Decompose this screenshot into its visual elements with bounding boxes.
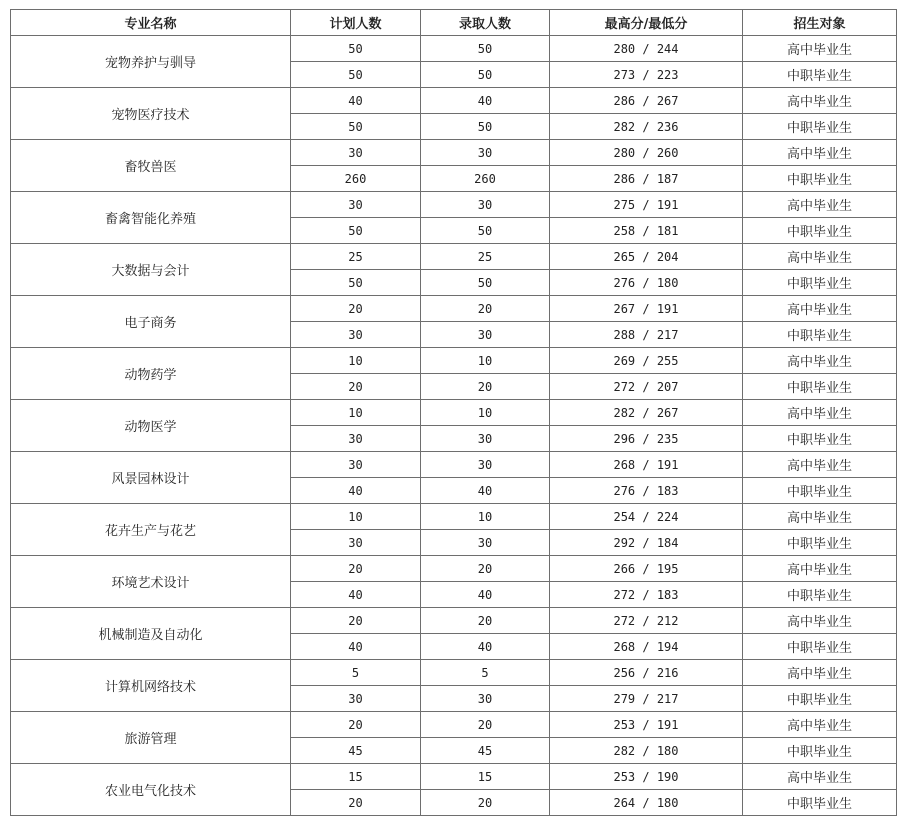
major-name-cell: 旅游管理 — [11, 712, 291, 764]
target-cell: 中职毕业生 — [743, 634, 897, 660]
table-row — [11, 348, 897, 374]
target-cell: 高中毕业生 — [743, 36, 897, 62]
plan-count-cell: 20 — [291, 790, 421, 816]
target-cell: 高中毕业生 — [743, 712, 897, 738]
plan-count-cell: 45 — [291, 738, 421, 764]
major-name-cell: 花卉生产与花艺 — [11, 504, 291, 556]
admit-count-cell: 20 — [421, 790, 550, 816]
major-name-cell: 风景园林设计 — [11, 452, 291, 504]
plan-count-cell: 30 — [291, 452, 421, 478]
major-name-cell: 电子商务 — [11, 296, 291, 348]
plan-count-cell: 50 — [291, 62, 421, 88]
score-range-cell: 265 / 204 — [550, 244, 743, 270]
plan-count-cell: 50 — [291, 114, 421, 140]
plan-count-cell: 20 — [291, 296, 421, 322]
target-cell: 高中毕业生 — [743, 348, 897, 374]
plan-count-cell: 10 — [291, 348, 421, 374]
header-plan-count: 计划人数 — [291, 10, 421, 36]
header-admit-count: 录取人数 — [421, 10, 550, 36]
admit-count-cell: 50 — [421, 218, 550, 244]
admit-count-cell: 30 — [421, 140, 550, 166]
target-cell: 高中毕业生 — [743, 244, 897, 270]
target-cell: 高中毕业生 — [743, 88, 897, 114]
score-range-cell: 282 / 180 — [550, 738, 743, 764]
plan-count-cell: 30 — [291, 192, 421, 218]
score-range-cell: 288 / 217 — [550, 322, 743, 348]
score-range-cell: 258 / 181 — [550, 218, 743, 244]
major-name-cell: 宠物医疗技术 — [11, 88, 291, 140]
target-cell: 中职毕业生 — [743, 426, 897, 452]
admit-count-cell: 50 — [421, 62, 550, 88]
target-cell: 高中毕业生 — [743, 504, 897, 530]
admit-count-cell: 40 — [421, 582, 550, 608]
target-cell: 中职毕业生 — [743, 114, 897, 140]
table-row — [11, 140, 897, 166]
plan-count-cell: 10 — [291, 400, 421, 426]
plan-count-cell: 30 — [291, 426, 421, 452]
plan-count-cell: 20 — [291, 556, 421, 582]
score-range-cell: 266 / 195 — [550, 556, 743, 582]
plan-count-cell: 30 — [291, 686, 421, 712]
target-cell: 高中毕业生 — [743, 140, 897, 166]
score-range-cell: 276 / 180 — [550, 270, 743, 296]
admit-count-cell: 15 — [421, 764, 550, 790]
table-row — [11, 400, 897, 426]
plan-count-cell: 30 — [291, 140, 421, 166]
score-range-cell: 282 / 267 — [550, 400, 743, 426]
score-range-cell: 272 / 183 — [550, 582, 743, 608]
admit-count-cell: 20 — [421, 374, 550, 400]
plan-count-cell: 50 — [291, 270, 421, 296]
score-range-cell: 275 / 191 — [550, 192, 743, 218]
admit-count-cell: 45 — [421, 738, 550, 764]
major-name-cell: 动物药学 — [11, 348, 291, 400]
admission-table-container — [10, 9, 897, 816]
target-cell: 高中毕业生 — [743, 764, 897, 790]
major-name-cell: 环境艺术设计 — [11, 556, 291, 608]
target-cell: 中职毕业生 — [743, 218, 897, 244]
plan-count-cell: 30 — [291, 322, 421, 348]
target-cell: 高中毕业生 — [743, 556, 897, 582]
target-cell: 中职毕业生 — [743, 62, 897, 88]
table-row — [11, 660, 897, 686]
target-cell: 中职毕业生 — [743, 582, 897, 608]
score-range-cell: 280 / 244 — [550, 36, 743, 62]
score-range-cell: 279 / 217 — [550, 686, 743, 712]
score-range-cell: 280 / 260 — [550, 140, 743, 166]
table-row — [11, 36, 897, 62]
score-range-cell: 268 / 194 — [550, 634, 743, 660]
score-range-cell: 272 / 212 — [550, 608, 743, 634]
target-cell: 中职毕业生 — [743, 270, 897, 296]
score-range-cell: 256 / 216 — [550, 660, 743, 686]
admit-count-cell: 25 — [421, 244, 550, 270]
header-score-range: 最高分/最低分 — [550, 10, 743, 36]
table-row — [11, 88, 897, 114]
target-cell: 中职毕业生 — [743, 530, 897, 556]
plan-count-cell: 25 — [291, 244, 421, 270]
plan-count-cell: 40 — [291, 582, 421, 608]
score-range-cell: 292 / 184 — [550, 530, 743, 556]
score-range-cell: 268 / 191 — [550, 452, 743, 478]
admit-count-cell: 20 — [421, 296, 550, 322]
target-cell: 高中毕业生 — [743, 400, 897, 426]
score-range-cell: 254 / 224 — [550, 504, 743, 530]
score-range-cell: 264 / 180 — [550, 790, 743, 816]
target-cell: 高中毕业生 — [743, 608, 897, 634]
score-range-cell: 286 / 267 — [550, 88, 743, 114]
table-row — [11, 504, 897, 530]
header-target: 招生对象 — [743, 10, 897, 36]
admission-table — [10, 9, 897, 816]
table-row — [11, 712, 897, 738]
admit-count-cell: 30 — [421, 192, 550, 218]
admit-count-cell: 30 — [421, 426, 550, 452]
target-cell: 高中毕业生 — [743, 452, 897, 478]
admit-count-cell: 50 — [421, 36, 550, 62]
admit-count-cell: 20 — [421, 556, 550, 582]
admit-count-cell: 30 — [421, 452, 550, 478]
table-row — [11, 556, 897, 582]
admit-count-cell: 5 — [421, 660, 550, 686]
major-name-cell: 畜禽智能化养殖 — [11, 192, 291, 244]
table-header — [11, 10, 897, 36]
plan-count-cell: 40 — [291, 634, 421, 660]
header-row — [11, 10, 897, 36]
admit-count-cell: 10 — [421, 400, 550, 426]
score-range-cell: 286 / 187 — [550, 166, 743, 192]
plan-count-cell: 20 — [291, 374, 421, 400]
major-name-cell: 动物医学 — [11, 400, 291, 452]
plan-count-cell: 260 — [291, 166, 421, 192]
major-name-cell: 大数据与会计 — [11, 244, 291, 296]
major-name-cell: 畜牧兽医 — [11, 140, 291, 192]
target-cell: 中职毕业生 — [743, 322, 897, 348]
table-row — [11, 244, 897, 270]
admit-count-cell: 40 — [421, 634, 550, 660]
plan-count-cell: 10 — [291, 504, 421, 530]
plan-count-cell: 15 — [291, 764, 421, 790]
plan-count-cell: 20 — [291, 608, 421, 634]
table-row — [11, 296, 897, 322]
table-row — [11, 764, 897, 790]
score-range-cell: 253 / 190 — [550, 764, 743, 790]
admit-count-cell: 40 — [421, 478, 550, 504]
major-name-cell: 机械制造及自动化 — [11, 608, 291, 660]
header-major-name: 专业名称 — [11, 10, 291, 36]
target-cell: 中职毕业生 — [743, 374, 897, 400]
plan-count-cell: 20 — [291, 712, 421, 738]
score-range-cell: 276 / 183 — [550, 478, 743, 504]
target-cell: 中职毕业生 — [743, 478, 897, 504]
admit-count-cell: 50 — [421, 270, 550, 296]
score-range-cell: 296 / 235 — [550, 426, 743, 452]
target-cell: 高中毕业生 — [743, 296, 897, 322]
target-cell: 中职毕业生 — [743, 790, 897, 816]
plan-count-cell: 30 — [291, 530, 421, 556]
admit-count-cell: 20 — [421, 712, 550, 738]
table-body — [11, 36, 897, 816]
score-range-cell: 269 / 255 — [550, 348, 743, 374]
plan-count-cell: 40 — [291, 88, 421, 114]
target-cell: 高中毕业生 — [743, 660, 897, 686]
target-cell: 中职毕业生 — [743, 166, 897, 192]
major-name-cell: 农业电气化技术 — [11, 764, 291, 816]
target-cell: 中职毕业生 — [743, 686, 897, 712]
table-row — [11, 192, 897, 218]
table-row — [11, 608, 897, 634]
admit-count-cell: 30 — [421, 686, 550, 712]
admit-count-cell: 10 — [421, 504, 550, 530]
score-range-cell: 273 / 223 — [550, 62, 743, 88]
plan-count-cell: 40 — [291, 478, 421, 504]
admit-count-cell: 30 — [421, 530, 550, 556]
score-range-cell: 282 / 236 — [550, 114, 743, 140]
admit-count-cell: 260 — [421, 166, 550, 192]
plan-count-cell: 50 — [291, 36, 421, 62]
target-cell: 中职毕业生 — [743, 738, 897, 764]
major-name-cell: 宠物养护与驯导 — [11, 36, 291, 88]
admit-count-cell: 40 — [421, 88, 550, 114]
admit-count-cell: 30 — [421, 322, 550, 348]
admit-count-cell: 10 — [421, 348, 550, 374]
target-cell: 高中毕业生 — [743, 192, 897, 218]
admit-count-cell: 20 — [421, 608, 550, 634]
major-name-cell: 计算机网络技术 — [11, 660, 291, 712]
score-range-cell: 253 / 191 — [550, 712, 743, 738]
table-row — [11, 452, 897, 478]
plan-count-cell: 50 — [291, 218, 421, 244]
plan-count-cell: 5 — [291, 660, 421, 686]
score-range-cell: 267 / 191 — [550, 296, 743, 322]
score-range-cell: 272 / 207 — [550, 374, 743, 400]
admit-count-cell: 50 — [421, 114, 550, 140]
